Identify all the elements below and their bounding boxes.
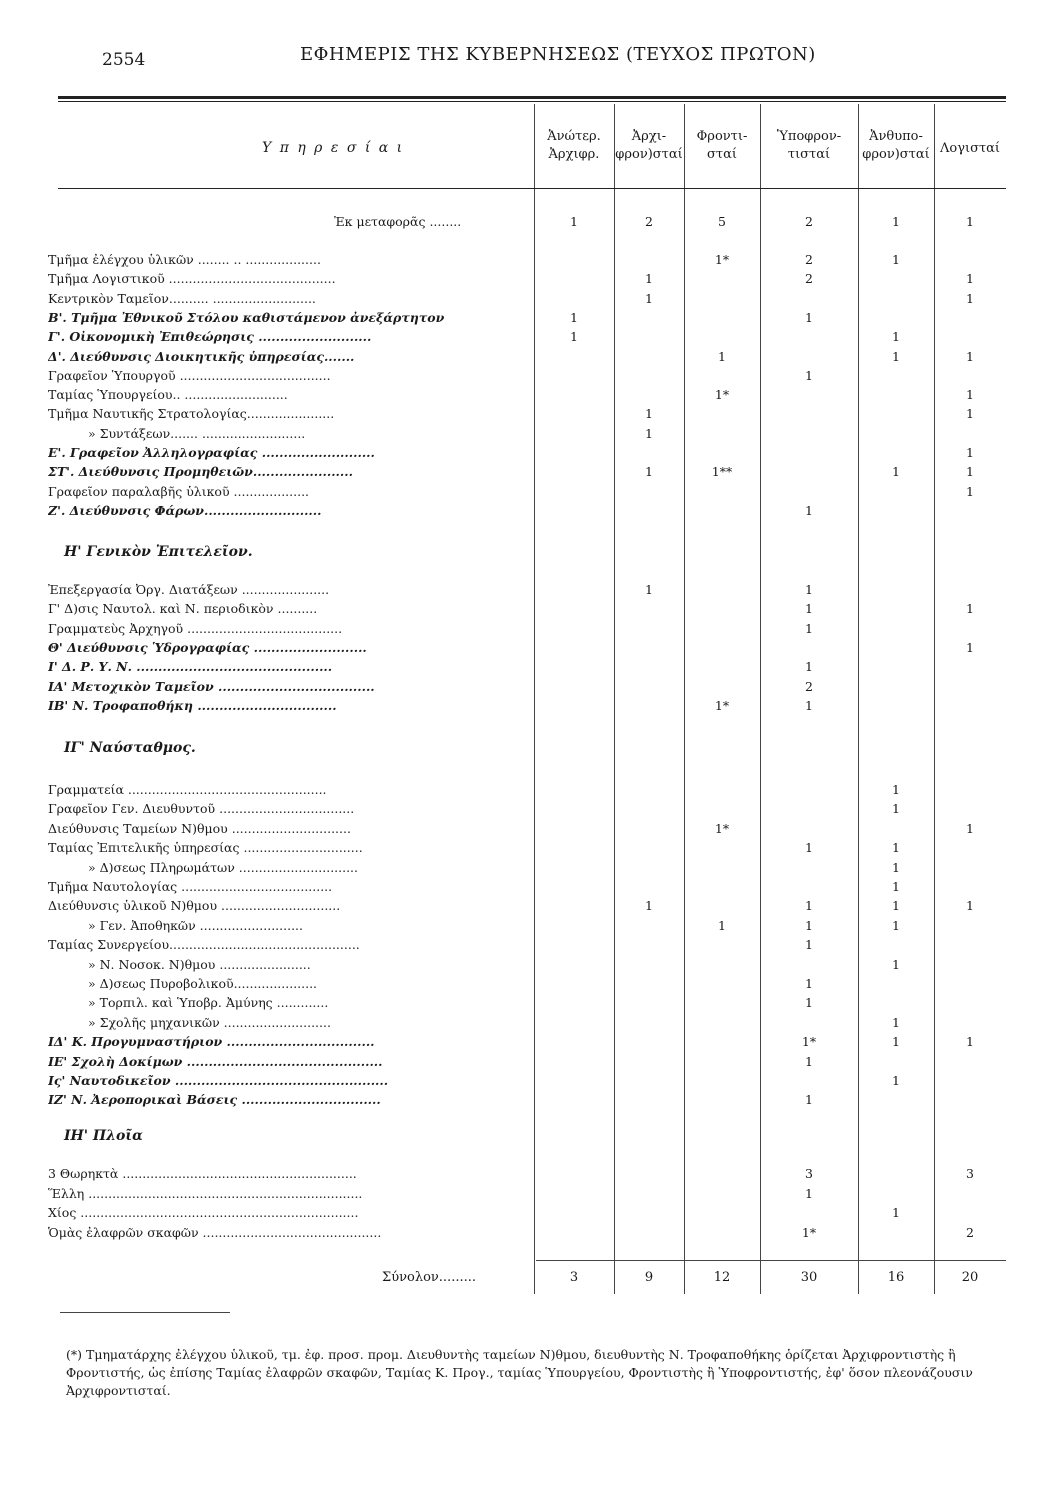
row-label: Γραφεῖον Γεν. Διευθυντοῦ .................................. (48, 801, 355, 817)
row-label: Κεντρικὸν Ταμεῖον.......... .......................... (48, 290, 316, 306)
row-value: 1 (966, 1034, 974, 1050)
table-row (48, 799, 1058, 818)
row-label: Γ' Δ)σις Ναυτολ. καὶ Ν. περιοδικὸν .......... (48, 601, 318, 617)
table-row (48, 638, 1058, 657)
row-value: 1 (805, 659, 813, 675)
row-value: 1 (805, 937, 813, 953)
row-value: 1 (892, 1014, 900, 1030)
table-row (48, 1052, 1058, 1071)
row-value: 1 (892, 801, 900, 817)
row-label: ΙΑ' Μετοχικὸν Ταμεῖον .................................... (48, 678, 375, 694)
row-value: 1 (805, 917, 813, 933)
row-label: Γραφεῖον Ὑπουργοῦ ...................................... (48, 367, 331, 383)
row-value: 1 (966, 483, 974, 499)
table-row (48, 580, 1058, 599)
column-header-line1: Ἀρχι- (631, 129, 667, 144)
table-row (48, 1032, 1058, 1051)
row-label: Τμῆμα Ναυτικῆς Στρατολογίας...................... (48, 406, 335, 422)
row-label: Ἐκ μεταφορᾶς ........ (334, 214, 462, 229)
table-row (48, 424, 1058, 443)
row-value: 5 (718, 214, 726, 229)
row-value: 1 (805, 976, 813, 991)
total-value: 9 (644, 1270, 654, 1285)
table-row (48, 838, 1058, 857)
row-value: 1 (892, 859, 900, 875)
table-row (48, 858, 1058, 877)
total-value: 3 (569, 1270, 579, 1285)
row-value: 1 (805, 1092, 813, 1108)
top-rule-thin (58, 101, 1006, 102)
table-row (48, 916, 1058, 935)
row-value: 1 (966, 214, 974, 229)
section-heading-ih: ΙΗ' Πλοῖα (64, 1128, 143, 1144)
row-value: 1 (892, 879, 900, 894)
row-value: 1 (966, 464, 974, 480)
row-label: Γραμματεία .................................................. (48, 782, 327, 797)
footnote-rule (60, 1312, 230, 1313)
column-header-line2: φρον)σταί (862, 147, 930, 162)
page-number: 2554 (102, 50, 146, 70)
row-value: 2 (645, 214, 653, 229)
row-label: Β'. Τμῆμα Ἐθνικοῦ Στόλου καθιστάμενον ἀνεξάρτητον (48, 309, 445, 325)
row-label: Γραμματεὺς Ἀρχηγοῦ ....................................... (48, 620, 343, 636)
column-header (678, 128, 766, 164)
row-value: 1 (805, 601, 813, 617)
row-value: 1** (711, 464, 733, 480)
row-value: 1 (645, 425, 653, 441)
row-value: 2 (805, 214, 813, 229)
row-value: 1 (966, 639, 974, 655)
row-value: 1 (645, 290, 653, 306)
row-value: 1 (645, 464, 653, 480)
row-value: 2 (966, 1224, 974, 1240)
row-label: Ζ'. Διεύθυνσις Φάρων........................... (48, 502, 322, 518)
row-label: » Ν. Νοσοκ. Ν)θμου ....................... (88, 956, 311, 972)
row-label: Ταμίας Συνεργείου................................................ (48, 937, 360, 953)
row-header: Υ π η ρ ε σ ί α ι (262, 140, 405, 156)
row-label: ΙΒ' Ν. Τροφαποθήκη ................................ (48, 697, 337, 713)
row-value: 1 (892, 917, 900, 933)
row-value: 2 (805, 678, 813, 694)
row-value: 1 (805, 367, 813, 383)
row-value: 3 (966, 1166, 974, 1181)
table-row (48, 1071, 1058, 1090)
row-label: » Δ)σεως Πυροβολικοῦ..................... (88, 976, 318, 991)
row-value: 1 (805, 1053, 813, 1069)
running-title: ΕΦΗΜΕΡΙΣ ΤΗΣ ΚΥΒΕΡΝΗΣΕΩΣ (ΤΕΥΧΟΣ ΠΡΩΤΟΝ) (300, 44, 816, 65)
row-value: 1 (805, 898, 813, 914)
row-label: Ἐπεξεργασία Ὀργ. Διατάξεων ...................... (48, 582, 330, 597)
row-label: Τμῆμα Ναυτολογίας ...................................... (48, 879, 333, 894)
table-row (48, 974, 1058, 993)
table-row (48, 1090, 1058, 1109)
total-value: 20 (961, 1270, 979, 1285)
row-value: 1 (892, 1205, 900, 1220)
section-heading-ig: ΙΓ' Ναύσταθμος. (64, 740, 196, 756)
row-value: 1 (805, 309, 813, 325)
row-label: Διεύθυνσις Ταμείων Ν)θμου .............................. (48, 820, 351, 836)
row-label: 3 Θωρηκτὰ ........................................................... (48, 1166, 357, 1181)
row-value: 1 (892, 840, 900, 856)
row-label: ΙΕ' Σχολὴ Δοκίμων ............................................. (48, 1053, 383, 1069)
row-value: 1 (645, 406, 653, 422)
column-header (765, 128, 853, 164)
total-label: Σύνολον......... (382, 1270, 476, 1285)
row-value: 1 (645, 582, 653, 597)
row-value: 1* (714, 820, 730, 836)
row-label: Θ' Διεύθυνσις Ὑδρογραφίας .......................... (48, 639, 367, 655)
row-label: Ι' Δ. Ρ. Υ. Ν. ............................................. (48, 659, 333, 675)
table-row (48, 1164, 1058, 1183)
table-row (48, 289, 1058, 308)
header-bottom-rule (58, 188, 1006, 189)
table-row (48, 955, 1058, 974)
column-header-line1: Λογισταί (939, 141, 1001, 156)
table-row (48, 327, 1058, 346)
table-row (48, 1223, 1058, 1242)
row-value: 3 (805, 1166, 813, 1181)
column-header-line1: Ὑποφρον- (776, 129, 842, 144)
row-value: 1 (966, 820, 974, 836)
row-label: ΣΤ'. Διεύθυνσις Προμηθειῶν....................... (48, 464, 353, 480)
row-value: 1 (966, 406, 974, 422)
table-row (48, 935, 1058, 954)
table-row (48, 404, 1058, 423)
table-row (48, 677, 1058, 696)
table-row (48, 443, 1058, 462)
row-value: 2 (805, 252, 813, 267)
table-row (48, 308, 1058, 327)
table-row (48, 250, 1058, 269)
column-header-line2: τισταί (787, 147, 831, 162)
row-value: 1 (892, 1034, 900, 1050)
column-header-line1: Ἀνώτερ. (547, 129, 601, 144)
row-value: 1 (570, 309, 578, 325)
table-row (48, 385, 1058, 404)
table-row (48, 599, 1058, 618)
row-label: Ις' Ναυτοδικεῖον ................................................. (48, 1073, 389, 1088)
table-row (48, 501, 1058, 520)
row-value: 1* (801, 1034, 817, 1050)
row-label: Τμῆμα Λογιστικοῦ .......................................... (48, 271, 336, 287)
row-value: 1 (892, 898, 900, 914)
table-row (48, 347, 1058, 366)
row-value: 1 (966, 445, 974, 460)
total-value: 16 (887, 1270, 905, 1285)
table-row (48, 366, 1058, 385)
column-header (926, 140, 1014, 158)
row-value: 1 (966, 290, 974, 306)
table-row (48, 780, 1058, 799)
row-value: 1 (966, 601, 974, 617)
row-value: 1* (714, 697, 730, 713)
row-value: 1 (892, 1073, 900, 1088)
total-value: 12 (713, 1270, 731, 1285)
row-value: 1 (645, 271, 653, 287)
row-value: 1 (570, 329, 578, 345)
column-header-line2: σταί (707, 147, 737, 162)
row-value: 1 (892, 214, 900, 229)
row-value: 1* (714, 387, 730, 403)
row-value: 1* (801, 1224, 817, 1240)
total-rule (536, 1260, 1006, 1261)
table-row (48, 482, 1058, 501)
section-heading-h: Η' Γενικὸν Ἐπιτελεῖον. (64, 544, 253, 560)
row-label: Γ'. Οἰκονομικὴ Ἐπιθεώρησις .......................... (48, 329, 372, 345)
row-value: 1 (570, 214, 578, 229)
row-value: 1 (805, 840, 813, 856)
table-row (48, 896, 1058, 915)
row-label: Ὁμὰς ἐλαφρῶν σκαφῶν ............................................. (48, 1224, 382, 1240)
row-value: 1 (966, 898, 974, 914)
row-label: » Συντάξεων....... .......................... (88, 425, 306, 441)
table-row (48, 1013, 1058, 1032)
row-value: 1 (718, 917, 726, 933)
row-label: Ἕλλη ..................................................................... (48, 1185, 363, 1201)
table-row (48, 993, 1058, 1012)
row-value: 1 (805, 502, 813, 518)
row-value: 1 (805, 582, 813, 597)
row-value: 1* (714, 252, 730, 267)
row-value: 1 (805, 995, 813, 1011)
row-value: 1 (892, 329, 900, 345)
row-value: 1 (892, 252, 900, 267)
row-label: Γραφεῖον παραλαβῆς ὑλικοῦ ................... (48, 483, 310, 499)
row-value: 1 (892, 956, 900, 972)
table-row (48, 657, 1058, 676)
row-label: Διεύθυνσις ὑλικοῦ Ν)θμου .............................. (48, 898, 341, 914)
row-value: 1 (805, 1185, 813, 1201)
row-label: Τμῆμα ἐλέγχου ὑλικῶν ........ .. ................... (48, 252, 321, 267)
row-label: Ταμίας Ὑπουργείου.. .......................... (48, 387, 288, 403)
column-header-line1: Ἀνθυπο- (869, 129, 923, 144)
top-rule-thick (58, 96, 1006, 99)
row-label: » Γεν. Ἀποθηκῶν .......................... (88, 917, 303, 933)
row-value: 1 (805, 697, 813, 713)
row-value: 1 (718, 348, 726, 364)
row-label: » Δ)σεως Πληρωμάτων .............................. (88, 859, 359, 875)
row-label: » Τορπιλ. καὶ Ὑποβρ. Ἀμύνης ............. (88, 995, 329, 1011)
table-row (48, 462, 1058, 481)
row-value: 1 (805, 620, 813, 636)
row-label: » Σχολῆς μηχανικῶν ........................... (88, 1014, 331, 1030)
row-label: Δ'. Διεύθυνσις Διοικητικῆς ὑπηρεσίας....... (48, 348, 355, 364)
row-value: 1 (645, 898, 653, 914)
row-label: ΙΔ' Κ. Προγυμναστήριον .................................. (48, 1034, 375, 1050)
row-value: 1 (892, 464, 900, 480)
row-value: 2 (805, 271, 813, 287)
table-row (48, 696, 1058, 715)
column-header-line2: φρον)σταί (615, 147, 683, 162)
table-row (48, 619, 1058, 638)
row-label: ΙΖ' Ν. Ἀεροπορικαὶ Βάσεις ................................ (48, 1092, 381, 1108)
row-value: 1 (966, 387, 974, 403)
row-label: Ταμίας Ἐπιτελικῆς ὑπηρεσίας .............................. (48, 840, 363, 856)
row-label: Ε'. Γραφεῖον Ἀλληλογραφίας .......................... (48, 445, 375, 460)
row-value: 1 (892, 782, 900, 797)
row-value: 1 (892, 348, 900, 364)
column-header-line1: Φροντι- (696, 129, 748, 144)
table-row (48, 212, 1058, 231)
row-label: Χίος ...................................................................... (48, 1205, 359, 1220)
row-value: 1 (966, 348, 974, 364)
table-row (48, 1203, 1058, 1222)
total-value: 30 (800, 1270, 818, 1285)
table-row (48, 819, 1058, 838)
table-row (48, 877, 1058, 896)
table-row (48, 269, 1058, 288)
row-value: 1 (966, 271, 974, 287)
column-header-line2: Ἀρχιφρ. (548, 147, 600, 162)
table-row (48, 1184, 1058, 1203)
footnote: (*) Τμηματάρχης ἐλέγχου ὑλικοῦ, τμ. ἐφ. προσ. προμ. Διευθυντὴς ταμείων Ν)θμου, διευθυντὴς Ν. Τροφαποθήκης ὁρίζεται Ἀρχιφροντιστὴς ἢ Φροντιστής, ὡς ἐπίσης Ταμίας ἐλαφρῶν σκαφῶν, Ταμίας Κ. Προγ., ταμίας Ὑπουργείου, Φροντιστὴς ἢ Ὑποφροντιστής, ἐφ' ὅσον πλεονάζουσιν Ἀρχιφροντισταί. (66, 1347, 973, 1398)
